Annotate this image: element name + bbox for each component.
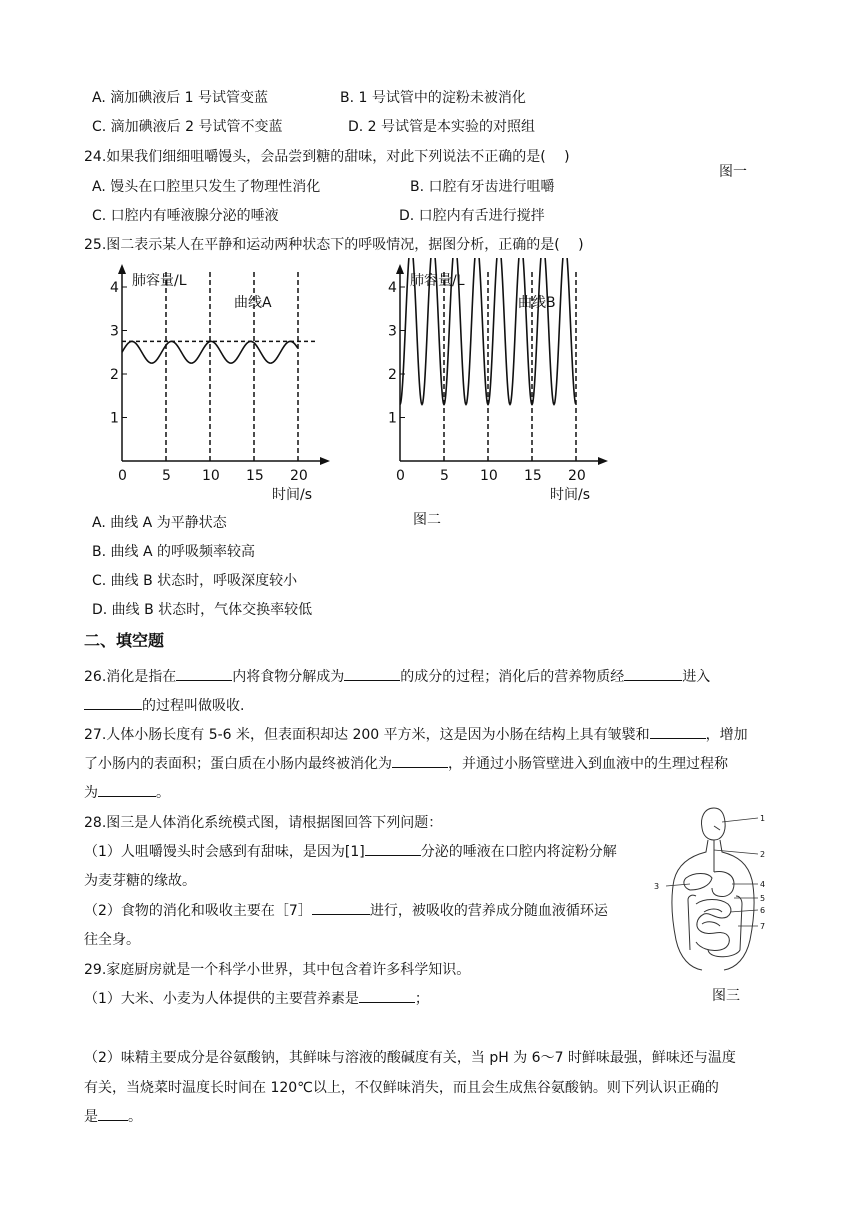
y-tick-label: 1 <box>388 410 397 427</box>
y-tick-label: 2 <box>388 367 397 383</box>
q29-part-2-line-3 <box>84 1106 142 1126</box>
fig3-number-7: 7 <box>760 922 766 931</box>
fig3-number-6: 6 <box>760 906 766 915</box>
q27-blank-2[interactable] <box>392 766 448 768</box>
q26-line-1 <box>84 666 710 686</box>
q25-option-b: B. 曲线 A 的呼吸频率较高 <box>92 544 255 560</box>
q26-blank-2[interactable] <box>344 679 400 681</box>
q23-option-a: A. 滴加碘液后 1 号试管变蓝 <box>92 90 269 106</box>
q25-option-d: D. 曲线 B 状态时，气体交换率较低 <box>92 602 313 618</box>
q24-option-a: A. 馒头在口腔里只发生了物理性消化 <box>92 179 321 195</box>
q25-option-a: A. 曲线 A 为平静状态 <box>92 515 227 531</box>
x-tick-label: 15 <box>246 468 264 484</box>
q23-option-b: B. 1 号试管中的淀粉未被消化 <box>340 90 526 106</box>
q28-part-2-line-1 <box>84 900 608 920</box>
chart-curve-b <box>382 258 622 503</box>
y-tick-label: 4 <box>110 280 119 296</box>
chart-title: 曲线B <box>518 295 556 311</box>
q24-stem: 24.如果我们细细咀嚼馒头，会品尝到糖的甜味，对此下列说法不正确的是( ) <box>84 149 570 165</box>
y-axis-label: 肺容量/L <box>132 273 187 289</box>
q28-p1-text-b: 分泌的唾液在口腔内将淀粉分解 <box>420 844 617 860</box>
q29-stem: 29.家庭厨房就是一个科学小世界，其中包含着许多科学知识。 <box>84 962 471 978</box>
q26-text-c: 的成分的过程；消化后的营养物质经 <box>400 669 625 685</box>
q26-blank-3[interactable] <box>624 679 682 681</box>
chart-curve-a <box>104 258 344 503</box>
x-tick-label: 15 <box>524 468 542 484</box>
fig3-number-1: 1 <box>760 814 766 823</box>
q27-text-a: 27.人体小肠长度有 5-6 米，但表面积却达 200 平方米，这是因为小肠在结构上具有皱襞和 <box>84 727 650 743</box>
figure-3-label: 图三 <box>712 988 740 1004</box>
y-axis-arrow <box>396 264 404 274</box>
q28-p2-text-a: （2）食物的消化和吸收主要在［7］ <box>84 903 312 919</box>
q27-text-f: 。 <box>156 785 170 801</box>
q24-option-b: B. 口腔有牙齿进行咀嚼 <box>410 179 555 195</box>
q29-part-2-line-1: （2）味精主要成分是谷氨酸钠，其鲜味与溶液的酸碱度有关，当 pH 为 6～7 时鲜味最强，鲜味还与温度 <box>84 1050 736 1066</box>
y-tick-label: 4 <box>388 280 397 296</box>
figure-2-label: 图二 <box>413 512 441 528</box>
fig3-number-3: 3 <box>654 882 660 891</box>
q29-p2-text-d: 。 <box>128 1109 142 1125</box>
q27-blank-1[interactable] <box>650 737 706 739</box>
y-tick-label: 2 <box>110 367 119 383</box>
q27-text-d: ，并通过小肠管壁进入到血液中的生理过程称 <box>448 756 728 772</box>
q27-text-b: ，增加 <box>705 727 748 743</box>
q27-blank-3[interactable] <box>98 795 156 797</box>
x-tick-label: 0 <box>396 468 405 484</box>
q25-stem: 25.图二表示某人在平静和运动两种状态下的呼吸情况，据图分析，正确的是( ) <box>84 237 584 253</box>
figure-1-label: 图一 <box>719 164 747 180</box>
q26-text-d: 进入 <box>682 669 711 685</box>
q25-option-c: C. 曲线 B 状态时，呼吸深度较小 <box>92 573 298 589</box>
q23-option-c: C. 滴加碘液后 2 号试管不变蓝 <box>92 119 283 135</box>
q24-option-d: D. 口腔内有舌进行搅拌 <box>399 208 545 224</box>
x-axis-label: 时间/s <box>272 487 313 503</box>
q29-p2-text-c: 是 <box>84 1109 98 1125</box>
q29-p1-text-b: ； <box>414 991 429 1007</box>
x-tick-label: 10 <box>480 468 498 484</box>
y-axis-arrow <box>118 264 126 274</box>
q29-part-2-line-2: 有关，当烧菜时温度长时间在 120℃以上，不仅鲜味消失，而且会生成焦谷氨酸钠。则下列认识正确的 <box>84 1080 719 1096</box>
x-tick-label: 10 <box>202 468 220 484</box>
fig3-number-2: 2 <box>760 850 766 859</box>
x-tick-label: 0 <box>118 468 127 484</box>
q29-p1-text-a: （1）大米、小麦为人体提供的主要营养素是 <box>84 991 359 1007</box>
x-axis-label: 时间/s <box>550 487 591 503</box>
q26-line-2 <box>84 695 244 715</box>
q28-p2-text-b: 进行，被吸收的营养成分随血液循环运 <box>369 903 608 919</box>
chart-title: 曲线A <box>234 295 272 311</box>
x-axis-arrow <box>598 457 608 465</box>
q26-blank-4[interactable] <box>84 708 142 710</box>
x-tick-label: 5 <box>162 468 171 484</box>
x-tick-label: 20 <box>290 468 308 484</box>
q28-part-1-line-1 <box>84 841 617 861</box>
y-tick-label: 3 <box>110 323 119 340</box>
q27-line-3 <box>84 782 170 802</box>
q29-blank-2[interactable] <box>98 1119 128 1121</box>
q27-line-2 <box>84 753 728 773</box>
q26-text-e: 的过程叫做吸收. <box>142 698 245 714</box>
q29-part-1 <box>84 988 429 1008</box>
q28-part-1-line-2: 为麦芽糖的缘故。 <box>84 873 196 889</box>
y-tick-label: 3 <box>388 323 397 340</box>
digestive-system-diagram <box>650 800 770 975</box>
x-tick-label: 20 <box>568 468 586 484</box>
q28-p1-text-a: （1）人咀嚼馒头时会感到有甜味，是因为[1] <box>84 844 365 860</box>
q26-text-a: 26.消化是指在 <box>84 669 177 685</box>
q28-blank-1[interactable] <box>365 854 421 856</box>
y-axis-label: 肺容量/L <box>410 273 465 289</box>
q24-option-c: C. 口腔内有唾液腺分泌的唾液 <box>92 208 279 224</box>
fig3-number-4: 4 <box>760 880 766 889</box>
section-title-fill-blank: 二、填空题 <box>84 631 165 650</box>
q28-part-2-line-2: 往全身。 <box>84 932 140 948</box>
q23-option-d: D. 2 号试管是本实验的对照组 <box>348 119 536 135</box>
q27-line-1 <box>84 724 748 744</box>
q27-text-c: 了小肠内的表面积；蛋白质在小肠内最终被消化为 <box>84 756 392 772</box>
q28-blank-2[interactable] <box>312 913 370 915</box>
q28-stem: 28.图三是人体消化系统模式图，请根据图回答下列问题： <box>84 815 443 831</box>
q27-text-e: 为 <box>84 785 98 801</box>
x-tick-label: 5 <box>440 468 449 484</box>
q29-blank-1[interactable] <box>359 1001 415 1003</box>
q26-text-b: 内将食物分解成为 <box>232 669 345 685</box>
y-tick-label: 1 <box>110 410 119 427</box>
x-axis-arrow <box>320 457 330 465</box>
fig3-number-5: 5 <box>760 894 766 903</box>
q26-blank-1[interactable] <box>176 679 232 681</box>
